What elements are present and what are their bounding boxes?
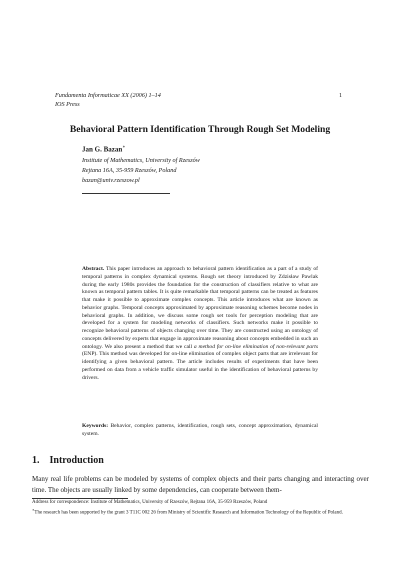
footnotes [32, 500, 369, 517]
footnote-support [32, 507, 369, 517]
body-paragraph: Many real life problems can be modeled by systems of complex objects and their parts changing and interacting over time. The objects are usually linked by some dependencies, can cooperate between them- [32, 475, 369, 494]
footnote-support-mark: ∗ [32, 507, 35, 512]
footnote-address: Address for correspondence: Institute of Mathematics, University of Rzeszów, Rejtana 16A, 35-959 Rzeszów, Poland [32, 500, 268, 505]
publisher-name: IOS Press [55, 100, 80, 108]
paper-title: Behavioral Pattern Identification Through Rough Set Modeling [69, 124, 331, 135]
section-number: 1. [32, 455, 40, 466]
section-title: Introduction [49, 455, 104, 466]
author-affiliation [82, 156, 200, 186]
journal-name: Fundamenta Informaticae XX (2006) 1–14 [55, 92, 161, 99]
author-footnote-mark: ∗ [122, 144, 126, 149]
author-institute: Institute of Mathematics, University of Rzeszów [82, 157, 200, 164]
keywords [82, 423, 318, 439]
author-address: Rejtana 16A, 35-959 Rzeszów, Poland [82, 167, 177, 174]
abstract [82, 266, 318, 382]
journal-header [55, 92, 161, 109]
keywords-text: Behavior, complex patterns, identification, rough sets, concept approximation, dynamical system. [82, 423, 318, 437]
abstract-text-part-2: (ENP). This method was developed for on-line elimination of complex object parts that are irrelevant for identifying a given behavioral pattern. The article includes results of experiments that have been performed on data from a vehicle traffic simulator useful in the identification of behavioral patterns by drivers. [82, 351, 318, 381]
author-name-text: Jan G. Bazan [82, 145, 123, 154]
abstract-label: Abstract. [82, 266, 105, 272]
author-email: bazan@univ.rzeszow.pl [82, 177, 140, 184]
keywords-label: Keywords: [82, 423, 109, 429]
footnote-rule [32, 498, 128, 499]
author-name [82, 144, 125, 153]
section-heading [32, 455, 104, 466]
abstract-text-italic: a method for on-line elimination of non-relevant parts [193, 343, 318, 350]
page-number: 1 [339, 92, 343, 99]
affiliation-rule [82, 193, 170, 194]
footnote-support-text: The research has been supported by the grant 3 T11C 002 26 from Ministry of Scientific Research and Information Technology of the Republic of Poland. [34, 510, 343, 516]
abstract-text-part-1: This paper introduces an approach to behavioral pattern identification as a part of a study of temporal patterns in complex dynamical systems. Rough set theory introduced by Zdzisław Pawlak during the early 1980s provides the foundation for the construction of classifiers relative to what are known as temporal pattern tables. It is quite remarkable that temporal patterns can be treated as features that make it possible to approximate complex concepts. This article introduces what are known as behavior graphs. Temporal concepts approximated by approximate reasoning schemes become nodes in behavioral graphs. In addition, we discuss some rough set tools for perception modeling that are developed for a system for modeling networks of classifiers. Such networks make it possible to recognize behavioral patterns of objects changing over time. They are constructed using an ontology of concepts delivered by experts that engage in approximate reasoning about concepts embedded in such an ontology. We also present a method that we call [82, 266, 318, 350]
